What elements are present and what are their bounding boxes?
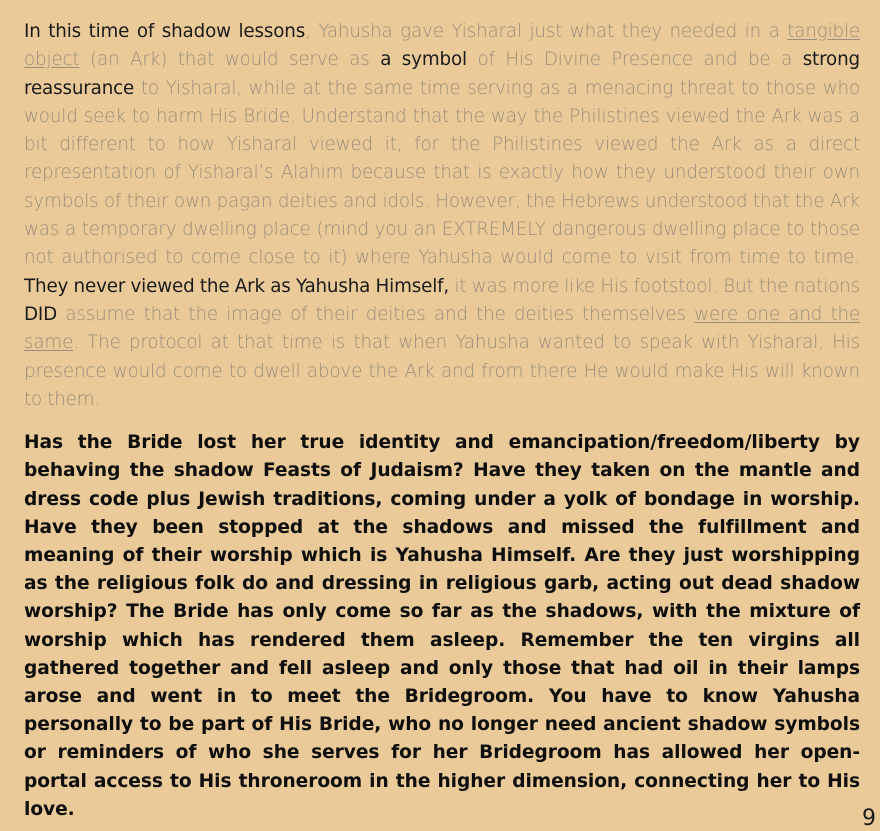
paragraph-bride-identity: Has the Bride lost her true identity and emancipation/freedom/liberty by behaving the shadow Feasts of Judaism? Have they taken on the mantle and dress code plus Jewish traditions, coming under a yolk of bondage in worship. Have they been stopped at the shadows and missed the fulfillment and meaning of their worship which is Yahusha Himself. Are they just worshipping as the religious folk do and dressing in religious garb, acting out dead shadow worship? The Bride has only come so far as the shadows, with the mixture of worship which has rendered them asleep. Remember the ten virgins all gathered together and fell asleep and only those that had oil in their lamps arose and went in to meet the Bridegroom. You have to know Yahusha personally to be part of His Bride, who no longer need ancient shadow symbols or reminders of who she serves for her Bridegroom has allowed her open-portal access to His throneroom in the higher dimension, connecting her to His love. [24,432,860,820]
emphasis-strong-reassurance: strong reassurance [24,49,860,99]
text-span: . The protocol at that time is that when Yahusha wanted to speak with Yisharal, His presence would come to dwell above the Ark and from there He would make His will known to them. [24,332,860,410]
text-span: assume that the image of their deities and the deities themselves [57,303,695,325]
emphasis-a-symbol: a symbol [380,49,467,71]
underlined-one-and-same: were one and the same [24,303,860,354]
text-span: (an Ark) that would serve as [79,49,381,71]
text-span: , Yahusha gave Yisharal just what they needed in a [305,21,788,42]
page-number: 9 [862,806,876,831]
emphasis-did: DID [24,303,58,325]
underlined-tangible-object: tangible object [24,21,860,71]
paragraph-ark-symbol [24,18,860,414]
text-span: to Yisharal, while at the same time serving as a menacing threat to those who would seek to harm His Bride. Understand that the way the Philistines viewed the Ark was a bit different to how Yisharal viewed it, for the Philistines viewed the Ark as a direct representation of Yisharal’s Alahim because that is exactly how they understood their own symbols of their own pagan deities and idols. However, the Hebrews understood that the Ark was a temporary dwelling place (mind you an EXTREMELY dangerous dwelling place to those not authorised to come close to it) where Yahusha would come to visit from time to time. [24,77,860,269]
document-page [24,18,860,824]
text-span: of His Divine Presence and be a [466,49,803,71]
emphasis-shadow-lessons: In this time of shadow lessons [24,21,306,42]
emphasis-never-viewed: They never viewed the Ark as Yahusha Himself, [24,275,450,297]
text-span: it was more like His footstool. But the nations [449,275,860,297]
